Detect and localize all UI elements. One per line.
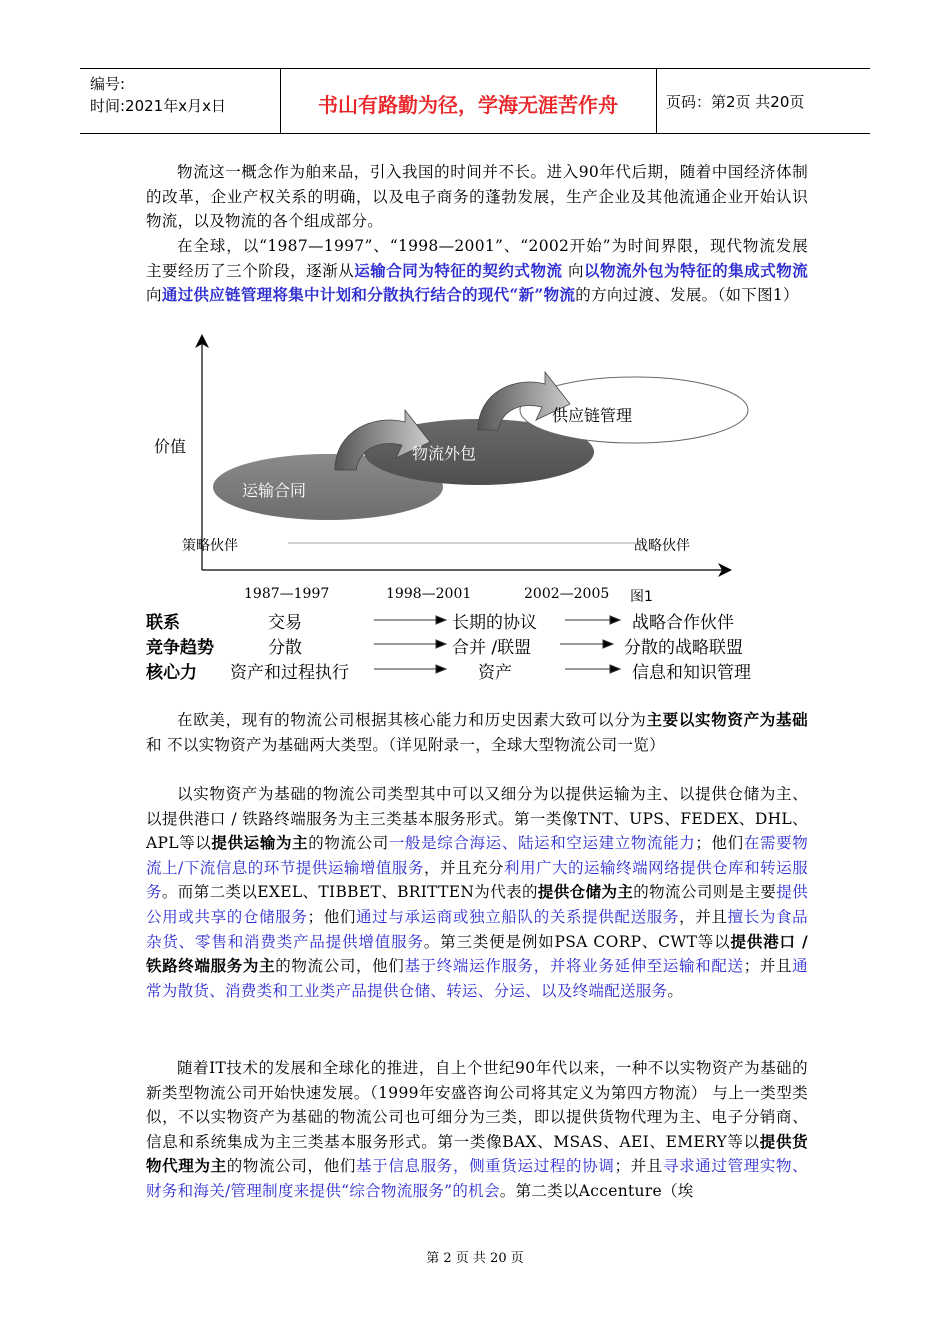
page-footer: 第 2 页 共 20 页	[426, 1251, 524, 1266]
row-cell: 资产和过程执行	[230, 663, 349, 683]
time-label: 时间:2021年x月x日	[90, 97, 226, 115]
page-header	[80, 68, 870, 134]
row-head: 竞争趋势	[146, 638, 214, 658]
paragraph-stages: 在全球，以“1987—1997”、“1998—2001”、“2002开始”为时间界限，现代物流发展主要经历了三个阶段，逐渐从运输合同为特征的契约式物流 向以物流外包为特征的集成式物流 向通过供应链管理将集中计划和分散执行结合的现代“新”物流的方向过渡、发展。（如下图1）	[146, 237, 809, 305]
row-head: 核心力	[146, 663, 197, 683]
x-tick-label: 1998—2001	[386, 586, 472, 602]
y-axis-label: 价值	[154, 437, 187, 456]
ellipse-label: 运输合同	[242, 481, 307, 500]
paragraph-categories: 在欧美，现有的物流公司根据其核心能力和历史因素大致可以分为主要以实物资产为基础 和 不以实物资产为基础两大类型。（详见附录一，全球大型物流公司一览）	[146, 710, 808, 754]
x-tick-label: 1987—1997	[244, 586, 330, 602]
figure-caption: 图1	[630, 589, 653, 605]
header-meta	[90, 73, 226, 117]
paragraph-intro: 物流这一概念作为舶来品，引入我国的时间并不长。进入90年代后期，随着中国经济体制的改革，企业产权关系的明确，以及电子商务的蓬勃发展，生产企业及其他流通企业开始认识物流，以及物流的各个组成部分。	[146, 163, 808, 231]
ellipse-label: 物流外包	[412, 444, 477, 463]
left-partner-label: 策略伙伴	[182, 538, 238, 554]
row-cell: 战略合作伙伴	[632, 613, 734, 633]
row-head: 联系	[146, 613, 180, 633]
row-cell: 信息和知识管理	[632, 663, 751, 683]
ellipse-label: 供应链管理	[552, 406, 633, 425]
right-partner-label: 战略伙伴	[634, 538, 690, 554]
row-cell: 长期的协议	[452, 613, 537, 633]
paragraph-asset-based: 以实物资产为基础的物流公司类型其中可以又细分为以提供运输为主、以提供仓储为主、以提供港口 / 铁路终端服务为主三类基本服务形式。第一类像TNT、UPS、FEDEX、DHL、APL等以提供运输为主的物流公司一般是综合海运、陆运和空运建立物流能力；他们在需要物流上/下流信息的环节提供运输增值服务，并且充分利用广大的运输终端网络提供仓库和转运服务。而第二类以EXEL、TIBBET、BRITTEN为代表的提供仓储为主的物流公司则是主要提供公用或共享的仓储服务；他们通过与承运商或独立船队的关系提供配送服务，并且擅长为食品杂货、零售和消费类产品提供增值服务。第三类便是例如PSA CORP、CWT等以提供港口 / 铁路终端服务为主的物流公司，他们基于终端运作服务，并将业务延伸至运输和配送；并且通常为散货、消费类和工业类产品提供仓储、转运、分运、以及终端配送服务。	[146, 785, 809, 1000]
header-divider	[656, 69, 657, 133]
x-tick-label: 2002—2005	[524, 586, 610, 602]
row-cell: 分散	[268, 638, 302, 658]
header-motto: 书山有路勤为径，学海无涯苦作舟	[318, 93, 618, 117]
row-cell: 资产	[478, 663, 512, 683]
header-page-number: 页码：第2页 共20页	[666, 93, 805, 111]
row-cell: 合并 /联盟	[452, 638, 532, 658]
row-cell: 分散的战略联盟	[624, 638, 743, 658]
paragraph-non-asset: 随着IT技术的发展和全球化的推进，自上个世纪90年代以来，一种不以实物资产为基础的新类型物流公司开始快速发展。（1999年安盛咨询公司将其定义为第四方物流） 与上一类型类似，不以实物资产为基础的物流公司也可细分为三类，即以提供货物代理为主、电子分销商、信息和系统集成为主三类基本服务形式。第一类像BAX、MSAS、AEI、EMERY等以提供货物代理为主的物流公司，他们基于信息服务，侧重货运过程的协调；并且寻求通过管理实物、财务和海关/管理制度来提供“综合物流服务”的机会。第二类以Accenture（埃	[146, 1059, 808, 1200]
row-cell: 交易	[268, 613, 302, 633]
number-label: 编号:	[90, 75, 126, 93]
